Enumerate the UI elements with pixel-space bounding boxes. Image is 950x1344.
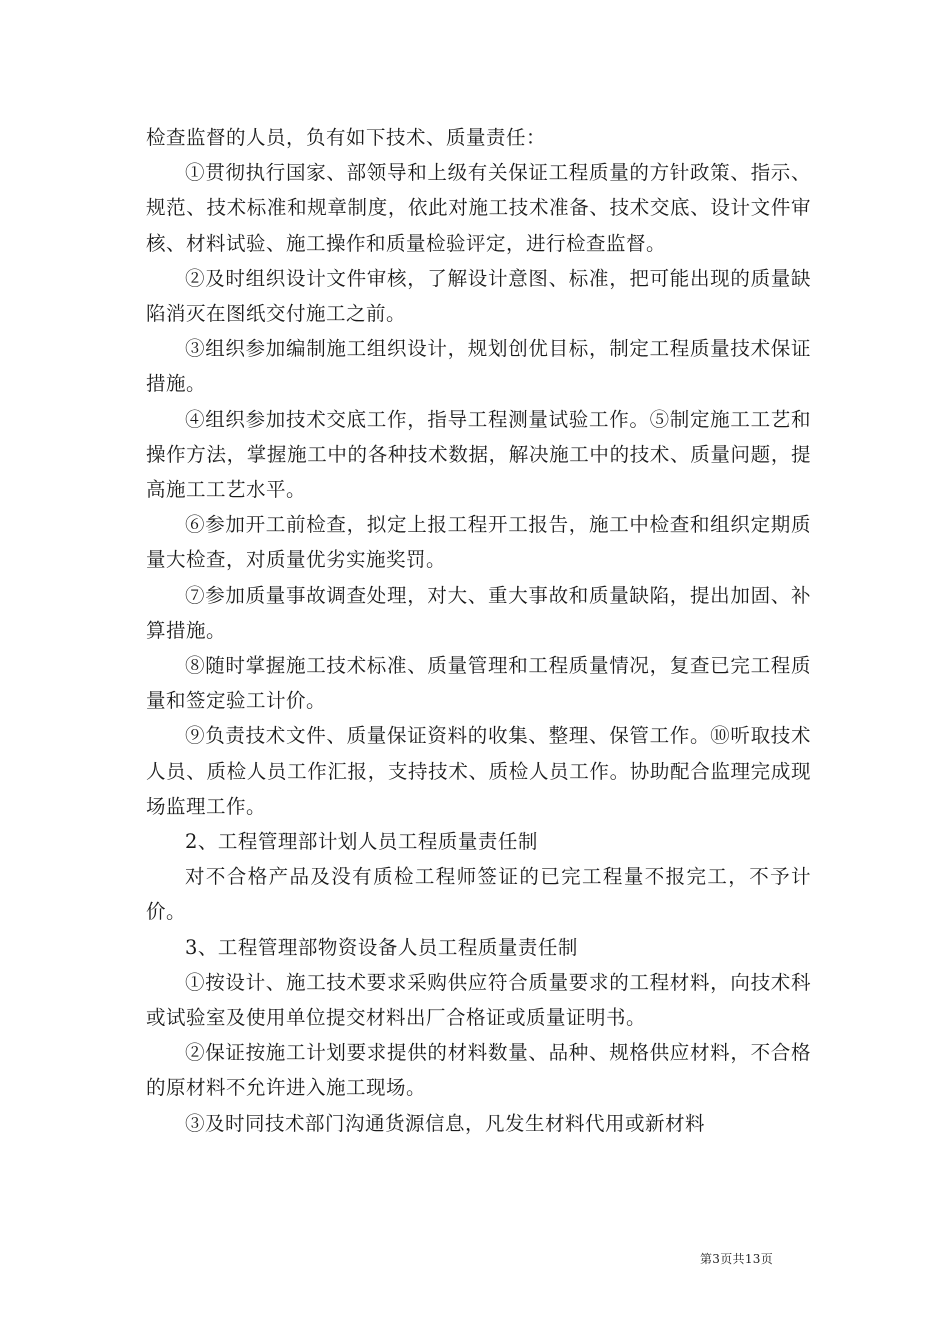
paragraph-planning: 对不合格产品及没有质检工程师签证的已完工程量不报完工，不予计价。 (146, 865, 811, 924)
paragraph-item-2: ②及时组织设计文件审核，了解设计意图、标准，把可能出现的质量缺陷消灭在图纸交付施工之前。 (146, 266, 811, 326)
section-heading-3: 3、工程管理部物资设备人员工程质量责任制 (185, 935, 578, 959)
paragraph-material-3: ③及时同技术部门沟通货源信息，凡发生材料代用或新材料 (185, 1111, 706, 1135)
paragraph-item-8: ⑧随时掌握施工技术标准、质量管理和工程质量情况，复查已完工程质量和签定验工计价。 (146, 654, 811, 713)
paragraph-intro: 检查监督的人员，负有如下技术、质量责任： (146, 126, 547, 149)
paragraph-material-1: ①按设计、施工技术要求采购供应符合质量要求的工程材料，向技术科或试验室及使用单位提交材料出厂合格证或质量证明书。 (146, 970, 811, 1030)
paragraph-item-4-5: ④组织参加技术交底工作，指导工程测量试验工作。⑤制定施工工艺和操作方法，掌握施工中的各种技术数据，解决施工中的技术、质量问题，提高施工工艺水平。 (146, 407, 811, 502)
paragraph-item-6: ⑥参加开工前检查，拟定上报工程开工报告，施工中检查和组织定期质量大检查，对质量优劣实施奖罚。 (146, 513, 811, 572)
document-body (146, 120, 811, 1141)
paragraph-item-1: ①贯彻执行国家、部领导和上级有关保证工程质量的方针政策、指示、规范、技术标准和规章制度，依此对施工技术准备、技术交底、设计文件审核、材料试验、施工操作和质量检验评定，进行检查监督。 (146, 161, 811, 255)
page-number: 第3页共13页 (700, 1252, 774, 1266)
paragraph-item-3: ③组织参加编制施工组织设计，规划创优目标，制定工程质量技术保证措施。 (146, 337, 811, 396)
paragraph-item-7: ⑦参加质量事故调查处理，对大、重大事故和质量缺陷，提出加固、补算措施。 (146, 583, 811, 642)
paragraph-material-2: ②保证按施工计划要求提供的材料数量、品种、规格供应材料，不合格的原材料不允许进入施工现场。 (146, 1041, 811, 1100)
section-heading-2: 2、工程管理部计划人员工程质量责任制 (185, 830, 538, 854)
paragraph-item-9-10: ⑨负责技术文件、质量保证资料的收集、整理、保管工作。⑩听取技术人员、质检人员工作汇报，支持技术、质检人员工作。协助配合监理完成现场监理工作。 (146, 724, 811, 818)
